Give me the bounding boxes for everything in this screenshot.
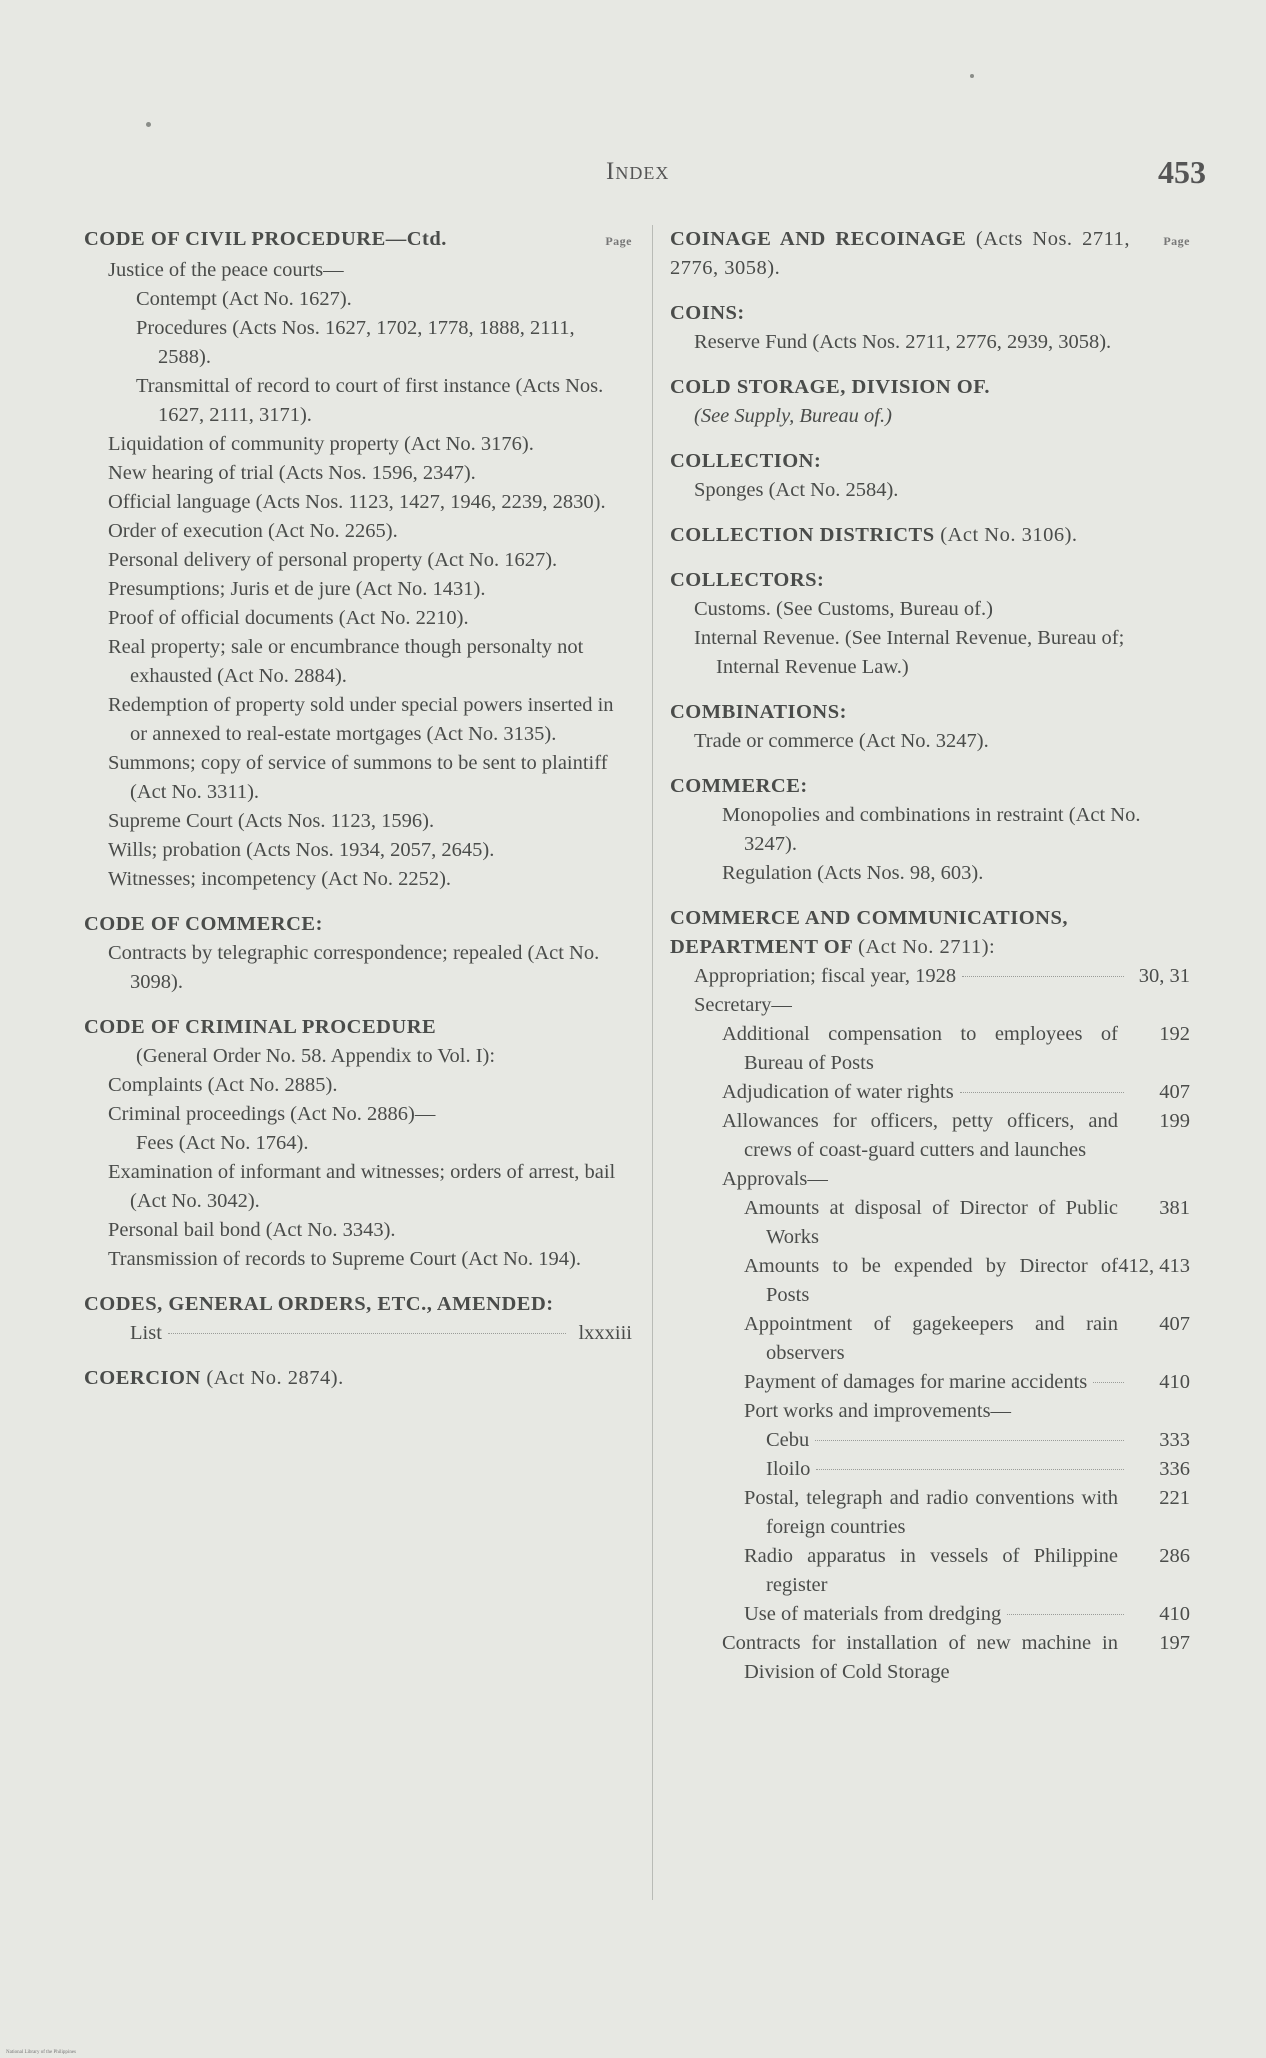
page-number: 453 bbox=[1158, 154, 1206, 190]
index-heading: COINAGE AND RECOINAGE (Acts Nos. 2711, 2776, 3058). Page bbox=[670, 228, 1190, 279]
page-ref: lxxxiii bbox=[578, 1322, 632, 1344]
index-subentry: Personal delivery of personal property (Act No. 1627). bbox=[108, 549, 558, 571]
index-subentry: Redemption of property sold under special powers inserted in or annexed to real-estate mortgages (Act No. 3135). bbox=[108, 694, 614, 745]
index-line-entry: Use of materials from dredging 410 bbox=[670, 1600, 1190, 1629]
index-subentry: Regulation (Acts Nos. 98, 603). bbox=[722, 862, 984, 884]
page-ref: 381 bbox=[1159, 1197, 1190, 1219]
index-line-entry: Iloilo 336 bbox=[670, 1455, 1190, 1484]
page-ref: 407 bbox=[1159, 1313, 1190, 1335]
page-label: Page bbox=[1163, 234, 1190, 248]
index-subentry: Personal bail bond (Act No. 3343). bbox=[108, 1219, 396, 1241]
index-heading: COMMERCE: bbox=[670, 775, 808, 797]
index-heading: COLD STORAGE, DIVISION OF. bbox=[670, 376, 991, 398]
page-ref: 197 bbox=[1159, 1632, 1190, 1654]
index-subentry: Port works and improvements— bbox=[744, 1400, 1012, 1422]
dot-leader bbox=[815, 1440, 1124, 1441]
running-head: Index bbox=[606, 158, 670, 185]
index-subentry: Order of execution (Act No. 2265). bbox=[108, 520, 398, 542]
index-line-entry: Amounts at disposal of Director of Public Works 381 bbox=[670, 1194, 1190, 1252]
footer-credit: National Library of the Philippines bbox=[6, 2050, 76, 2055]
index-line-entry: Additional compensation to employees of Bureau of Posts 192 bbox=[670, 1020, 1190, 1078]
index-line-entry: Allowances for officers, petty officers, and crews of coast-guard cutters and launches 199 bbox=[670, 1107, 1190, 1165]
column-divider bbox=[652, 225, 653, 1900]
page-ref: 410 bbox=[1159, 1371, 1190, 1393]
page-ref: 333 bbox=[1159, 1429, 1190, 1451]
index-line-entry: Cebu 333 bbox=[670, 1426, 1190, 1455]
index-line-entry: List lxxxiii bbox=[84, 1319, 632, 1348]
index-subentry: Fees (Act No. 1764). bbox=[136, 1132, 309, 1154]
page-ref: 410 bbox=[1159, 1603, 1190, 1625]
index-subentry: Official language (Acts Nos. 1123, 1427, 1946, 2239, 2830). bbox=[108, 491, 606, 513]
index-heading: COLLECTORS: bbox=[670, 569, 825, 591]
index-subentry: New hearing of trial (Acts Nos. 1596, 2347). bbox=[108, 462, 476, 484]
page-label: Page bbox=[605, 234, 632, 248]
index-heading: COMMERCE AND COMMUNICATIONS, DEPARTMENT OF (Act No. 2711): bbox=[670, 907, 1068, 958]
page-ref: 30, 31 bbox=[1138, 965, 1190, 987]
page-ref: 221 bbox=[1159, 1487, 1190, 1509]
dot-leader bbox=[962, 976, 1124, 977]
index-subentry: Witnesses; incompetency (Act No. 2252). bbox=[108, 868, 452, 890]
index-line-entry: Amounts to be expended by Director of Posts 412, 413 bbox=[670, 1252, 1190, 1310]
index-subentry: Examination of informant and witnesses; orders of arrest, bail (Act No. 3042). bbox=[108, 1161, 616, 1212]
page-ref: 199 bbox=[1159, 1110, 1190, 1132]
index-line-entry: Adjudication of water rights 407 bbox=[670, 1078, 1190, 1107]
left-column bbox=[84, 225, 632, 1393]
page-ref: 407 bbox=[1159, 1081, 1190, 1103]
index-line-entry: Appropriation; fiscal year, 1928 30, 31 bbox=[670, 962, 1190, 991]
dot-leader bbox=[168, 1333, 566, 1334]
index-subentry: Liquidation of community property (Act No. 3176). bbox=[108, 433, 534, 455]
page-ref: 286 bbox=[1159, 1545, 1190, 1567]
index-heading: COMBINATIONS: bbox=[670, 701, 847, 723]
index-heading: CODE OF COMMERCE: bbox=[84, 913, 323, 935]
index-subentry: Transmittal of record to court of first instance (Acts Nos. 1627, 2111, 3171). bbox=[136, 375, 604, 426]
index-subentry: Customs. (See Customs, Bureau of.) bbox=[694, 598, 993, 620]
index-subentry: Internal Revenue. (See Internal Revenue, Bureau of; Internal Revenue Law.) bbox=[694, 627, 1125, 678]
index-heading: CODE OF CIVIL PROCEDURE—Ctd. Page bbox=[84, 225, 632, 256]
index-subentry: Procedures (Acts Nos. 1627, 1702, 1778, 1888, 2111, 2588). bbox=[136, 317, 575, 368]
page-ref: 192 bbox=[1159, 1023, 1190, 1045]
index-subentry: Wills; probation (Acts Nos. 1934, 2057, 2645). bbox=[108, 839, 495, 861]
index-heading: COINS: bbox=[670, 302, 745, 324]
index-heading: COERCION (Act No. 2874). bbox=[84, 1367, 344, 1389]
index-subentry: Proof of official documents (Act No. 2210). bbox=[108, 607, 469, 629]
index-see-ref: (See Supply, Bureau of.) bbox=[694, 405, 892, 427]
index-subentry: Monopolies and combinations in restraint (Act No. 3247). bbox=[722, 804, 1141, 855]
speck bbox=[146, 122, 151, 127]
index-subentry: Contempt (Act No. 1627). bbox=[136, 288, 352, 310]
speck bbox=[970, 74, 974, 78]
index-subentry: Sponges (Act No. 2584). bbox=[694, 479, 899, 501]
index-subentry: Reserve Fund (Acts Nos. 2711, 2776, 2939, 3058). bbox=[694, 331, 1112, 353]
index-subentry: Summons; copy of service of summons to be sent to plaintiff (Act No. 3311). bbox=[108, 752, 608, 803]
index-note: (General Order No. 58. Appendix to Vol. I): bbox=[136, 1045, 496, 1067]
index-subentry: Secretary— bbox=[694, 994, 792, 1016]
index-subentry: Justice of the peace courts— bbox=[108, 259, 344, 281]
page-ref: 412, 413 bbox=[1118, 1255, 1190, 1277]
index-subentry: Criminal proceedings (Act No. 2886)— bbox=[108, 1103, 436, 1125]
index-subentry: Trade or commerce (Act No. 3247). bbox=[694, 730, 989, 752]
index-heading: COLLECTION: bbox=[670, 450, 822, 472]
dot-leader bbox=[1007, 1614, 1124, 1615]
right-column bbox=[670, 225, 1190, 1687]
dot-leader bbox=[816, 1469, 1124, 1470]
index-subentry: Supreme Court (Acts Nos. 1123, 1596). bbox=[108, 810, 435, 832]
index-heading: COLLECTION DISTRICTS (Act No. 3106). bbox=[670, 524, 1078, 546]
index-line-entry: Payment of damages for marine accidents 410 bbox=[670, 1368, 1190, 1397]
index-subentry: Complaints (Act No. 2885). bbox=[108, 1074, 338, 1096]
dot-leader bbox=[1093, 1382, 1124, 1383]
index-line-entry: Radio apparatus in vessels of Philippine register 286 bbox=[670, 1542, 1190, 1600]
index-line-entry: Contracts for installation of new machine in Division of Cold Storage 197 bbox=[670, 1629, 1190, 1687]
index-heading: CODE OF CRIMINAL PROCEDURE bbox=[84, 1016, 437, 1038]
index-subentry: Real property; sale or encumbrance though personalty not exhausted (Act No. 2884). bbox=[108, 636, 584, 687]
index-subentry: Presumptions; Juris et de jure (Act No. 1431). bbox=[108, 578, 486, 600]
page-ref: 336 bbox=[1159, 1458, 1190, 1480]
index-subentry: Transmission of records to Supreme Court (Act No. 194). bbox=[108, 1248, 581, 1270]
index-heading: CODES, GENERAL ORDERS, ETC., AMENDED: bbox=[84, 1293, 554, 1315]
index-line-entry: Postal, telegraph and radio conventions with foreign countries 221 bbox=[670, 1484, 1190, 1542]
index-subentry: Approvals— bbox=[722, 1168, 828, 1190]
index-subentry: Contracts by telegraphic correspondence; repealed (Act No. 3098). bbox=[108, 942, 600, 993]
dot-leader bbox=[960, 1092, 1124, 1093]
index-line-entry: Appointment of gagekeepers and rain observers 407 bbox=[670, 1310, 1190, 1368]
